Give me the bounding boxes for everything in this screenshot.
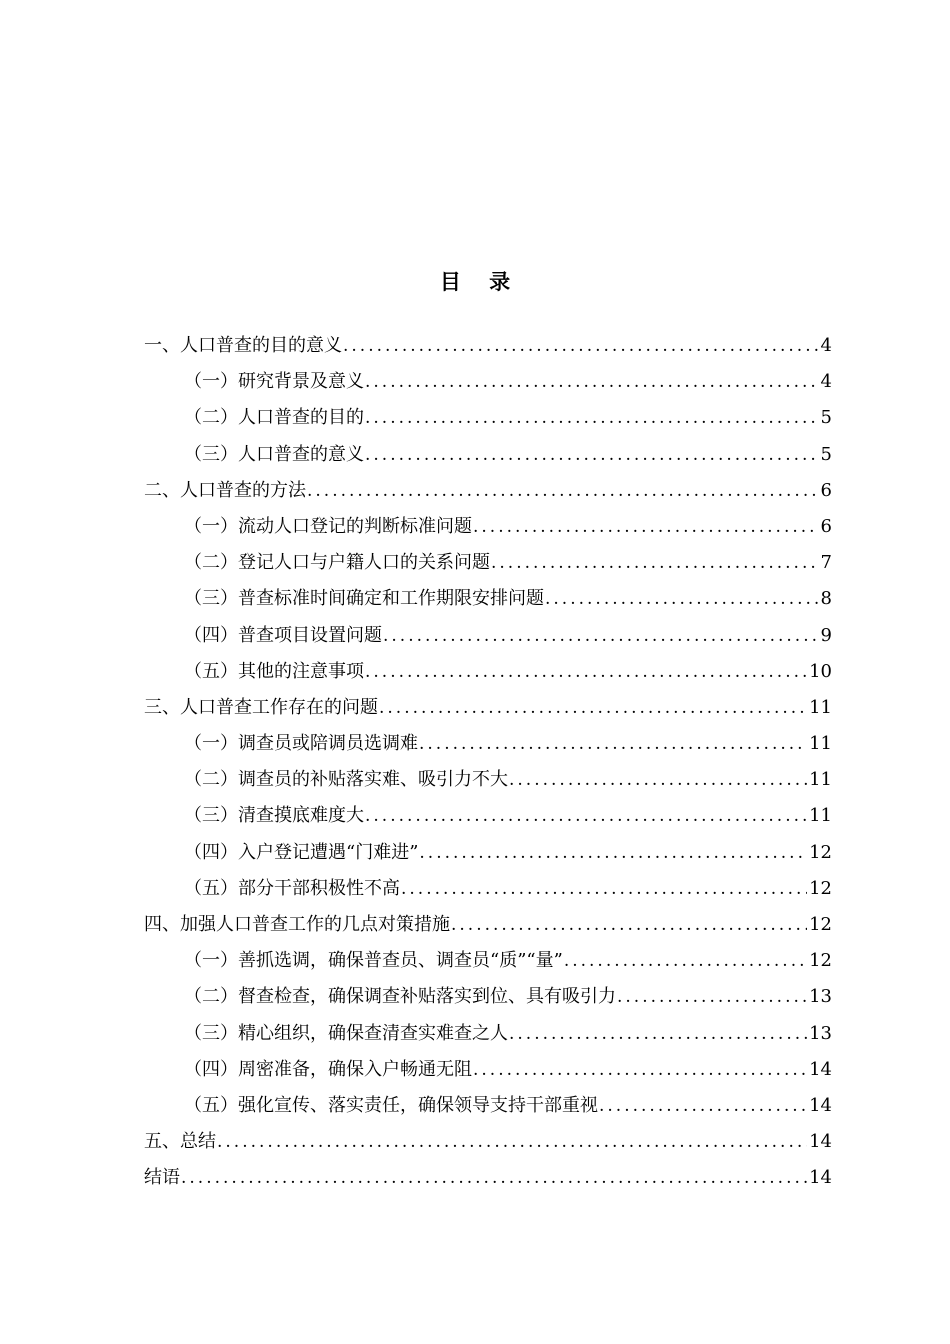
toc-section-entry[interactable] [144, 400, 832, 436]
toc-entry-label: （一）研究背景及意义 [184, 371, 364, 393]
toc-dot-leader [365, 437, 819, 473]
toc-section-entry[interactable] [144, 726, 832, 762]
toc-page-number: 13 [809, 986, 832, 1008]
toc-page-number: 13 [809, 1022, 832, 1044]
toc-dot-leader [564, 943, 807, 979]
toc-page-number: 14 [809, 1058, 832, 1080]
toc-entry-label: （三）精心组织，确保查清查实难查之人 [184, 1022, 508, 1044]
toc-dot-leader [509, 1016, 807, 1052]
toc-section-entry[interactable] [144, 979, 832, 1015]
toc-entry-label: （二）登记人口与户籍人口的关系问题 [184, 552, 490, 574]
toc-title: 目 录 [439, 270, 521, 294]
toc-entry-label: （四）普查项目设置问题 [184, 624, 382, 646]
toc-page-number: 4 [820, 371, 832, 393]
toc-section-entry[interactable] [144, 545, 832, 581]
toc-dot-leader [307, 473, 819, 509]
toc-chapter-entry[interactable] [144, 690, 832, 726]
toc-dot-leader [473, 1052, 807, 1088]
toc-dot-leader [365, 798, 807, 834]
toc-entry-label: （三）普查标准时间确定和工作期限安排问题 [184, 588, 544, 610]
toc-entry-label: （二）人口普查的目的 [184, 407, 364, 429]
toc-page-number: 12 [809, 914, 832, 935]
toc-dot-leader [599, 1088, 807, 1124]
toc-section-entry[interactable] [144, 581, 832, 617]
toc-dot-leader [545, 581, 819, 617]
toc-page-number: 4 [820, 335, 832, 356]
toc-entry-label: （三）清查摸底难度大 [184, 805, 364, 827]
toc-entry-label: （一）调查员或陪调员选调难 [184, 733, 418, 755]
toc-entry-label: （二）督查检查，确保调查补贴落实到位、具有吸引力 [184, 986, 616, 1008]
table-of-contents [144, 328, 832, 1197]
toc-dot-leader [419, 835, 807, 871]
toc-entry-label: 一、人口普查的目的意义 [144, 335, 342, 356]
toc-chapter-entry[interactable] [144, 473, 832, 509]
toc-page-number: 14 [809, 1167, 832, 1189]
toc-section-entry[interactable] [144, 364, 832, 400]
toc-section-entry[interactable] [144, 762, 832, 798]
toc-dot-leader [379, 690, 807, 726]
toc-entry-label: （一）流动人口登记的判断标准问题 [184, 515, 472, 537]
toc-page-number: 11 [809, 696, 832, 718]
toc-entry-label: 四、加强人口普查工作的几点对策措施 [144, 914, 450, 935]
toc-section-entry[interactable] [144, 943, 832, 979]
toc-page-number: 5 [820, 443, 832, 465]
toc-dot-leader [217, 1124, 807, 1160]
toc-page-number: 8 [820, 588, 832, 610]
toc-chapter-entry[interactable] [144, 907, 832, 943]
toc-page-number: 11 [809, 733, 832, 755]
toc-page-number: 11 [809, 805, 832, 827]
toc-section-entry[interactable] [144, 798, 832, 834]
toc-dot-leader [617, 979, 807, 1015]
toc-page-number: 5 [820, 407, 832, 429]
toc-page-number: 10 [809, 660, 832, 682]
toc-entry-label: （一）善抓选调，确保普查员、调查员“质”“量” [184, 950, 563, 972]
toc-dot-leader [473, 509, 819, 545]
toc-page-number: 12 [809, 950, 832, 972]
toc-page-number: 6 [820, 479, 832, 501]
toc-chapter-entry[interactable] [144, 328, 832, 364]
toc-dot-leader [451, 907, 807, 943]
toc-entry-label: （五）其他的注意事项 [184, 660, 364, 682]
toc-entry-label: 结语 [144, 1167, 180, 1189]
toc-section-entry[interactable] [144, 509, 832, 545]
toc-entry-label: （四）入户登记遭遇“门难进” [184, 841, 419, 863]
toc-section-entry[interactable] [144, 1052, 832, 1088]
toc-dot-leader [365, 364, 819, 400]
toc-section-entry[interactable] [144, 437, 832, 473]
toc-section-entry[interactable] [144, 1016, 832, 1052]
toc-dot-leader [365, 400, 819, 436]
toc-page-number: 12 [809, 877, 832, 899]
toc-page-number: 7 [820, 552, 832, 574]
toc-page-number: 9 [820, 624, 832, 646]
toc-entry-label: 五、总结 [144, 1131, 216, 1153]
toc-section-entry[interactable] [144, 1088, 832, 1124]
toc-dot-leader [419, 726, 807, 762]
toc-entry-label: （三）人口普查的意义 [184, 443, 364, 465]
toc-section-entry[interactable] [144, 618, 832, 654]
toc-page-number: 12 [809, 841, 832, 863]
toc-section-entry[interactable] [144, 835, 832, 871]
toc-section-entry[interactable] [144, 871, 832, 907]
toc-entry-label: （五）强化宣传、落实责任，确保领导支持干部重视 [184, 1094, 598, 1116]
toc-dot-leader [181, 1160, 807, 1196]
toc-dot-leader [343, 328, 819, 364]
toc-dot-leader [365, 654, 807, 690]
toc-dot-leader [383, 618, 819, 654]
toc-page-number: 14 [809, 1131, 832, 1153]
toc-entry-label: 二、人口普查的方法 [144, 479, 306, 501]
toc-chapter-entry[interactable] [144, 1160, 832, 1196]
toc-entry-label: （五）部分干部积极性不高 [184, 877, 400, 899]
toc-dot-leader [401, 871, 807, 907]
toc-entry-label: 三、人口普查工作存在的问题 [144, 696, 378, 718]
toc-section-entry[interactable] [144, 654, 832, 690]
toc-dot-leader [491, 545, 819, 581]
toc-dot-leader [509, 762, 807, 798]
toc-entry-label: （四）周密准备，确保入户畅通无阻 [184, 1058, 472, 1080]
toc-page-number: 11 [809, 769, 832, 791]
toc-page-number: 14 [809, 1094, 832, 1116]
toc-page-number: 6 [820, 515, 832, 537]
toc-entry-label: （二）调查员的补贴落实难、吸引力不大 [184, 769, 508, 791]
toc-chapter-entry[interactable] [144, 1124, 832, 1160]
